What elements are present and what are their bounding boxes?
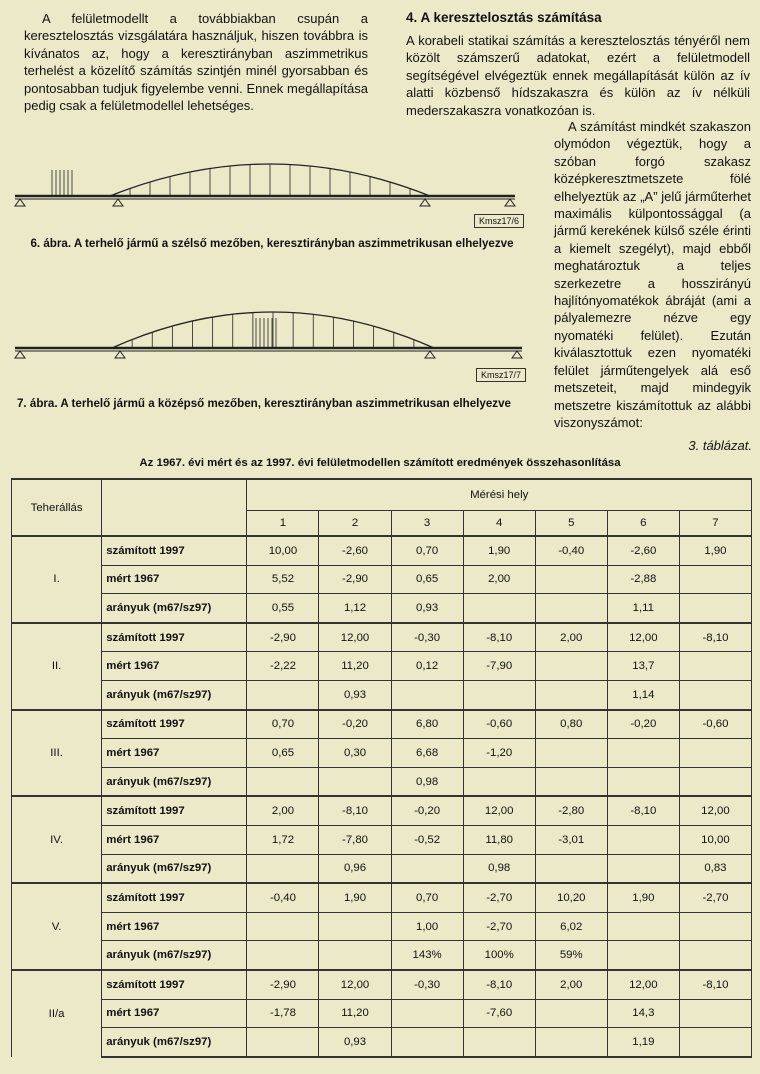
row-label: mért 1967 xyxy=(102,825,247,854)
value-cell: -7,90 xyxy=(463,652,535,681)
value-cell: 12,00 xyxy=(607,623,679,652)
column-header-2: 2 xyxy=(319,511,391,537)
table-row xyxy=(12,912,752,941)
value-cell xyxy=(463,767,535,796)
table-header-row xyxy=(12,479,752,511)
figure-7-bridge-diagram xyxy=(10,290,530,366)
value-cell xyxy=(607,941,679,970)
value-cell: 12,00 xyxy=(319,970,391,999)
value-cell xyxy=(391,999,463,1028)
table-row xyxy=(12,883,752,912)
value-cell xyxy=(679,999,751,1028)
value-cell: -0,20 xyxy=(319,710,391,739)
load-case-cell: I. xyxy=(12,536,102,623)
load-case-cell: II. xyxy=(12,623,102,710)
value-cell: -2,60 xyxy=(607,536,679,565)
value-cell: 0,98 xyxy=(391,767,463,796)
table-row xyxy=(12,941,752,970)
header-blank xyxy=(102,479,247,536)
table-row xyxy=(12,854,752,883)
row-label: számított 1997 xyxy=(102,883,247,912)
value-cell xyxy=(679,912,751,941)
value-cell: 13,7 xyxy=(607,652,679,681)
value-cell: 1,19 xyxy=(607,1028,679,1057)
value-cell xyxy=(679,739,751,768)
value-cell: -2,90 xyxy=(247,623,319,652)
table-row xyxy=(12,594,752,623)
value-cell: 0,80 xyxy=(535,710,607,739)
row-label: számított 1997 xyxy=(102,796,247,825)
row-label: mért 1967 xyxy=(102,739,247,768)
value-cell: 1,12 xyxy=(319,594,391,623)
value-cell xyxy=(679,767,751,796)
value-cell xyxy=(391,854,463,883)
value-cell: 6,02 xyxy=(535,912,607,941)
value-cell: 1,90 xyxy=(679,536,751,565)
value-cell: -2,90 xyxy=(319,565,391,594)
table-row xyxy=(12,623,752,652)
value-cell xyxy=(319,767,391,796)
value-cell: 143% xyxy=(391,941,463,970)
figure-6-bridge-diagram xyxy=(10,160,520,232)
value-cell: -0,30 xyxy=(391,623,463,652)
value-cell: -0,60 xyxy=(463,710,535,739)
value-cell: -0,60 xyxy=(679,710,751,739)
value-cell xyxy=(247,767,319,796)
value-cell: 12,00 xyxy=(319,623,391,652)
value-cell: -0,20 xyxy=(607,710,679,739)
value-cell: 1,90 xyxy=(607,883,679,912)
value-cell: -7,80 xyxy=(319,825,391,854)
value-cell: 1,90 xyxy=(463,536,535,565)
value-cell: -0,52 xyxy=(391,825,463,854)
table-row xyxy=(12,536,752,565)
row-label: arányuk (m67/sz97) xyxy=(102,594,247,623)
value-cell: 6,68 xyxy=(391,739,463,768)
value-cell xyxy=(607,854,679,883)
value-cell: 0,65 xyxy=(247,739,319,768)
value-cell xyxy=(679,1028,751,1057)
row-label: arányuk (m67/sz97) xyxy=(102,767,247,796)
column-header-3: 3 xyxy=(391,511,463,537)
row-label: mért 1967 xyxy=(102,999,247,1028)
value-cell: 2,00 xyxy=(247,796,319,825)
value-cell: -8,10 xyxy=(679,970,751,999)
section-heading: 4. A keresztelosztás számítása xyxy=(406,10,602,25)
value-cell: -2,88 xyxy=(607,565,679,594)
value-cell: 6,80 xyxy=(391,710,463,739)
value-cell: -2,22 xyxy=(247,652,319,681)
row-label: arányuk (m67/sz97) xyxy=(102,1028,247,1057)
value-cell: 100% xyxy=(463,941,535,970)
value-cell: 1,14 xyxy=(607,680,679,709)
value-cell: 0,70 xyxy=(247,710,319,739)
value-cell: -0,30 xyxy=(391,970,463,999)
row-label: mért 1967 xyxy=(102,652,247,681)
row-label: mért 1967 xyxy=(102,565,247,594)
value-cell: 0,93 xyxy=(319,1028,391,1057)
figure-7-caption: 7. ábra. A terhelő jármű a középső mezőben, keresztirányban aszimmetrikusan elhelyezve xyxy=(16,397,511,410)
value-cell xyxy=(463,680,535,709)
value-cell: 0,55 xyxy=(247,594,319,623)
header-group: Mérési hely xyxy=(247,479,752,511)
table-row xyxy=(12,767,752,796)
value-cell xyxy=(319,941,391,970)
value-cell: -0,40 xyxy=(535,536,607,565)
table-row xyxy=(12,825,752,854)
value-cell xyxy=(607,739,679,768)
value-cell: -7,60 xyxy=(463,999,535,1028)
value-cell: 10,00 xyxy=(247,536,319,565)
value-cell: 10,20 xyxy=(535,883,607,912)
row-label: arányuk (m67/sz97) xyxy=(102,941,247,970)
value-cell: 0,30 xyxy=(319,739,391,768)
value-cell: 1,00 xyxy=(391,912,463,941)
value-cell: 0,70 xyxy=(391,536,463,565)
value-cell: 12,00 xyxy=(463,796,535,825)
value-cell: 1,11 xyxy=(607,594,679,623)
value-cell xyxy=(535,652,607,681)
value-cell: 0,83 xyxy=(679,854,751,883)
value-cell xyxy=(247,854,319,883)
value-cell: 2,00 xyxy=(535,970,607,999)
value-cell: 11,20 xyxy=(319,652,391,681)
value-cell xyxy=(391,680,463,709)
value-cell: 2,00 xyxy=(535,623,607,652)
value-cell: -8,10 xyxy=(463,623,535,652)
value-cell xyxy=(679,680,751,709)
value-cell: 0,65 xyxy=(391,565,463,594)
value-cell: 0,93 xyxy=(391,594,463,623)
value-cell: 2,00 xyxy=(463,565,535,594)
value-cell: -3,01 xyxy=(535,825,607,854)
value-cell: 0,70 xyxy=(391,883,463,912)
row-label: számított 1997 xyxy=(102,710,247,739)
value-cell xyxy=(319,912,391,941)
row-label: számított 1997 xyxy=(102,623,247,652)
value-cell: 0,93 xyxy=(319,680,391,709)
value-cell: 11,20 xyxy=(319,999,391,1028)
value-cell: 10,00 xyxy=(679,825,751,854)
value-cell: -1,20 xyxy=(463,739,535,768)
value-cell xyxy=(535,739,607,768)
load-case-cell: IV. xyxy=(12,796,102,883)
value-cell xyxy=(535,1028,607,1057)
comparison-table xyxy=(11,478,752,1058)
table-row xyxy=(12,796,752,825)
load-case-cell: III. xyxy=(12,710,102,797)
value-cell xyxy=(247,680,319,709)
column-header-5: 5 xyxy=(535,511,607,537)
value-cell: 12,00 xyxy=(607,970,679,999)
value-cell: -0,40 xyxy=(247,883,319,912)
value-cell xyxy=(679,594,751,623)
value-cell xyxy=(535,565,607,594)
value-cell: 11,80 xyxy=(463,825,535,854)
column-header-7: 7 xyxy=(679,511,751,537)
value-cell xyxy=(607,825,679,854)
value-cell xyxy=(247,941,319,970)
value-cell: -2,80 xyxy=(535,796,607,825)
value-cell xyxy=(535,594,607,623)
value-cell: -8,10 xyxy=(679,623,751,652)
intro-paragraph: A felületmodellt a továbbiakban csupán a keresztelosztás vizsgálatára használjuk, hiszen továbbra is kívánatos az, hogy a keresztirányban aszimmetrikus terhelést a közelítő számítás szintjén minél gyorsabban és pontosabban tudjuk figyelembe venni. Ennek megállapítása pedig csak a felületmodellel lehetséges. xyxy=(24,11,368,114)
value-cell xyxy=(535,854,607,883)
value-cell: 0,96 xyxy=(319,854,391,883)
value-cell: -2,70 xyxy=(463,883,535,912)
table-row xyxy=(12,565,752,594)
column-header-1: 1 xyxy=(247,511,319,537)
table-row xyxy=(12,739,752,768)
value-cell xyxy=(679,652,751,681)
value-cell: 12,00 xyxy=(679,796,751,825)
value-cell: -8,10 xyxy=(607,796,679,825)
row-label: számított 1997 xyxy=(102,536,247,565)
value-cell: -2,60 xyxy=(319,536,391,565)
value-cell: -8,10 xyxy=(319,796,391,825)
value-cell xyxy=(535,767,607,796)
figure-7-label: Kmsz17/7 xyxy=(476,368,526,382)
figure-6-caption: 6. ábra. A terhelő jármű a szélső mezőben, keresztirányban aszimmetrikusan elhelyezve xyxy=(30,237,514,250)
value-cell: -1,78 xyxy=(247,999,319,1028)
header-load: Teherállás xyxy=(12,479,102,536)
value-cell: 5,52 xyxy=(247,565,319,594)
row-label: arányuk (m67/sz97) xyxy=(102,680,247,709)
value-cell xyxy=(463,1028,535,1057)
value-cell xyxy=(607,767,679,796)
value-cell: -2,70 xyxy=(679,883,751,912)
column-header-6: 6 xyxy=(607,511,679,537)
value-cell: 59% xyxy=(535,941,607,970)
value-cell xyxy=(391,1028,463,1057)
table-title: Az 1967. évi mért és az 1997. évi felületmodellen számított eredmények összehasonlítása xyxy=(139,457,621,469)
value-cell: 14,3 xyxy=(607,999,679,1028)
section-paragraph-2: A számítást mindkét szakaszon olymódon végeztük, hogy a szóban forgó szakasz középkeresztmetszete fölé elhelyeztük az „A” jelű járműterhet maximális külpontossággal (a jármű kerekének külső széle érinti a kiemelt szegélyt), majd ebből meghatároztuk a teljes szerkezetre a hosszirányú hajlítónyomatékok ábráját (ami a pályalemezre nézve egy nyomatéki felület). Ezután kiválasztottuk ezen nyomatéki felület járműtengelyek alá eső metszeteit, majd mindegyik metszetre kiszámítottuk az alábbi viszonyszámot: xyxy=(554,119,751,430)
table-row xyxy=(12,710,752,739)
value-cell xyxy=(463,594,535,623)
table-row xyxy=(12,652,752,681)
load-case-cell: V. xyxy=(12,883,102,970)
section-paragraph-1: A korabeli statikai számítás a keresztelosztás tényéről nem közölt számszerű adatokat, ezért a felületmodell segítségével elvégeztük ennek megállapítását külön az ív alatti közbenső hídszakaszra és külön az ív nélküli mederszakaszra vonatkozóan is. xyxy=(406,33,750,118)
row-label: mért 1967 xyxy=(102,912,247,941)
value-cell: 1,90 xyxy=(319,883,391,912)
value-cell xyxy=(535,680,607,709)
value-cell: -0,20 xyxy=(391,796,463,825)
table-row xyxy=(12,999,752,1028)
row-label: arányuk (m67/sz97) xyxy=(102,854,247,883)
value-cell xyxy=(607,912,679,941)
value-cell xyxy=(247,1028,319,1057)
value-cell xyxy=(247,912,319,941)
value-cell: -2,90 xyxy=(247,970,319,999)
table-row xyxy=(12,970,752,999)
row-label: számított 1997 xyxy=(102,970,247,999)
value-cell: 1,72 xyxy=(247,825,319,854)
load-case-cell: II/a xyxy=(12,970,102,1057)
value-cell: 0,98 xyxy=(463,854,535,883)
value-cell: -2,70 xyxy=(463,912,535,941)
value-cell xyxy=(679,941,751,970)
value-cell xyxy=(679,565,751,594)
table-row xyxy=(12,1028,752,1057)
column-header-4: 4 xyxy=(463,511,535,537)
table-row xyxy=(12,680,752,709)
value-cell: 0,12 xyxy=(391,652,463,681)
value-cell: -8,10 xyxy=(463,970,535,999)
figure-6-label: Kmsz17/6 xyxy=(474,214,524,228)
value-cell xyxy=(535,999,607,1028)
table-reference: 3. táblázat. xyxy=(688,438,752,453)
